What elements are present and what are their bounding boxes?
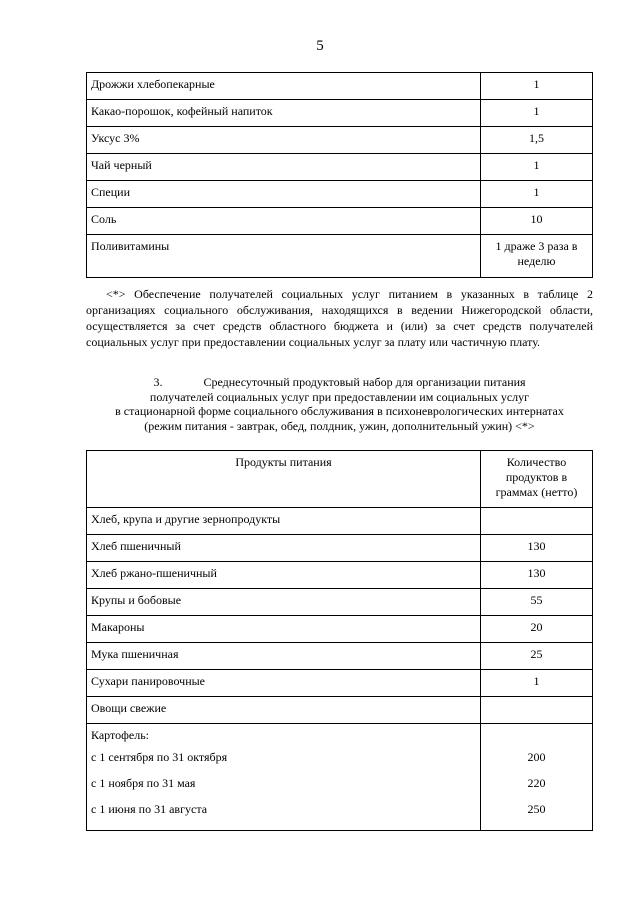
table-row	[87, 697, 593, 724]
section-title-line: в стационарной форме социального обслуживания в психоневрологических интернатах	[115, 404, 564, 418]
section-title	[86, 375, 593, 433]
table-row	[87, 181, 593, 208]
table-row	[87, 670, 593, 697]
product-amount: 1	[481, 181, 593, 208]
section-number: 3.	[153, 375, 163, 389]
product-amount: 1	[481, 154, 593, 181]
period-amount: 250	[481, 800, 593, 831]
product-amount: 130	[481, 535, 593, 562]
product-name: Хлеб пшеничный	[87, 535, 481, 562]
product-amount	[481, 697, 593, 724]
table-row	[87, 562, 593, 589]
period-amount: 220	[481, 774, 593, 800]
product-amount: 55	[481, 589, 593, 616]
table-row	[87, 800, 593, 831]
amount-line: 1 драже 3 раза в	[495, 239, 578, 253]
section-title-line: получателей социальных услуг при предоставлении им социальных услуг	[149, 389, 530, 404]
header-line: Количество	[506, 455, 567, 469]
period-name: с 1 ноября по 31 мая	[87, 774, 481, 800]
table-row	[87, 724, 593, 749]
product-amount: 1,5	[481, 127, 593, 154]
product-name: Чай черный	[87, 154, 481, 181]
table-row	[87, 100, 593, 127]
product-amount	[481, 508, 593, 535]
footnote: <*> Обеспечение получателей социальных услуг питанием в указанных в таблице 2 организациях социального обслуживания, находящихся в ведении Нижегородской области, осуществляется за счет средств областного бюджета и (или) за счет средств получателей социальных услуг при предоставлении социальных услуг за плату или частичную плату.	[86, 287, 593, 349]
product-name: Поливитамины	[87, 235, 481, 278]
column-header-products: Продукты питания	[87, 451, 481, 508]
table-row	[87, 643, 593, 670]
product-name: Макароны	[87, 616, 481, 643]
table-row	[87, 73, 593, 100]
table-row	[87, 589, 593, 616]
product-name: Сухари панировочные	[87, 670, 481, 697]
period-amount: 200	[481, 748, 593, 774]
product-name: Дрожжи хлебопекарные	[87, 73, 481, 100]
table-row	[87, 535, 593, 562]
product-amount: 130	[481, 562, 593, 589]
product-name: Овощи свежие	[87, 697, 481, 724]
product-amount: 10	[481, 208, 593, 235]
product-name: Соль	[87, 208, 481, 235]
page-number: 5	[316, 38, 324, 54]
product-amount: 1	[481, 670, 593, 697]
product-amount: 25	[481, 643, 593, 670]
product-name: Хлеб ржано-пшеничный	[87, 562, 481, 589]
table-row	[87, 748, 593, 774]
period-name: с 1 сентября по 31 октября	[87, 748, 481, 774]
header-line: продуктов в	[505, 470, 568, 484]
header-line: граммах (нетто)	[495, 485, 578, 499]
column-header-quantity	[481, 451, 593, 508]
table-header-row	[87, 451, 593, 508]
product-amount: 1	[481, 100, 593, 127]
product-amount: 20	[481, 616, 593, 643]
product-name: Крупы и бобовые	[87, 589, 481, 616]
products-table-continued	[86, 72, 593, 278]
table-row	[87, 154, 593, 181]
table-row	[87, 616, 593, 643]
table-row	[87, 235, 593, 278]
product-name: Мука пшеничная	[87, 643, 481, 670]
table-row	[87, 208, 593, 235]
table-row	[87, 508, 593, 535]
amount-line: неделю	[517, 254, 556, 268]
product-name: Уксус 3%	[87, 127, 481, 154]
period-name: с 1 июня по 31 августа	[87, 800, 481, 831]
daily-food-set-table	[86, 450, 593, 831]
product-name: Картофель:	[87, 724, 481, 749]
product-name: Специи	[87, 181, 481, 208]
product-name: Хлеб, крупа и другие зернопродукты	[87, 508, 481, 535]
section-title-line: Среднесуточный продуктовый набор для организации питания	[203, 375, 526, 389]
product-amount	[481, 235, 593, 278]
table-row	[87, 127, 593, 154]
product-name: Какао-порошок, кофейный напиток	[87, 100, 481, 127]
section-title-line: (режим питания - завтрак, обед, полдник, ужин, дополнительный ужин) <*>	[144, 418, 535, 433]
product-amount: 1	[481, 73, 593, 100]
table-row	[87, 774, 593, 800]
product-amount	[481, 724, 593, 749]
